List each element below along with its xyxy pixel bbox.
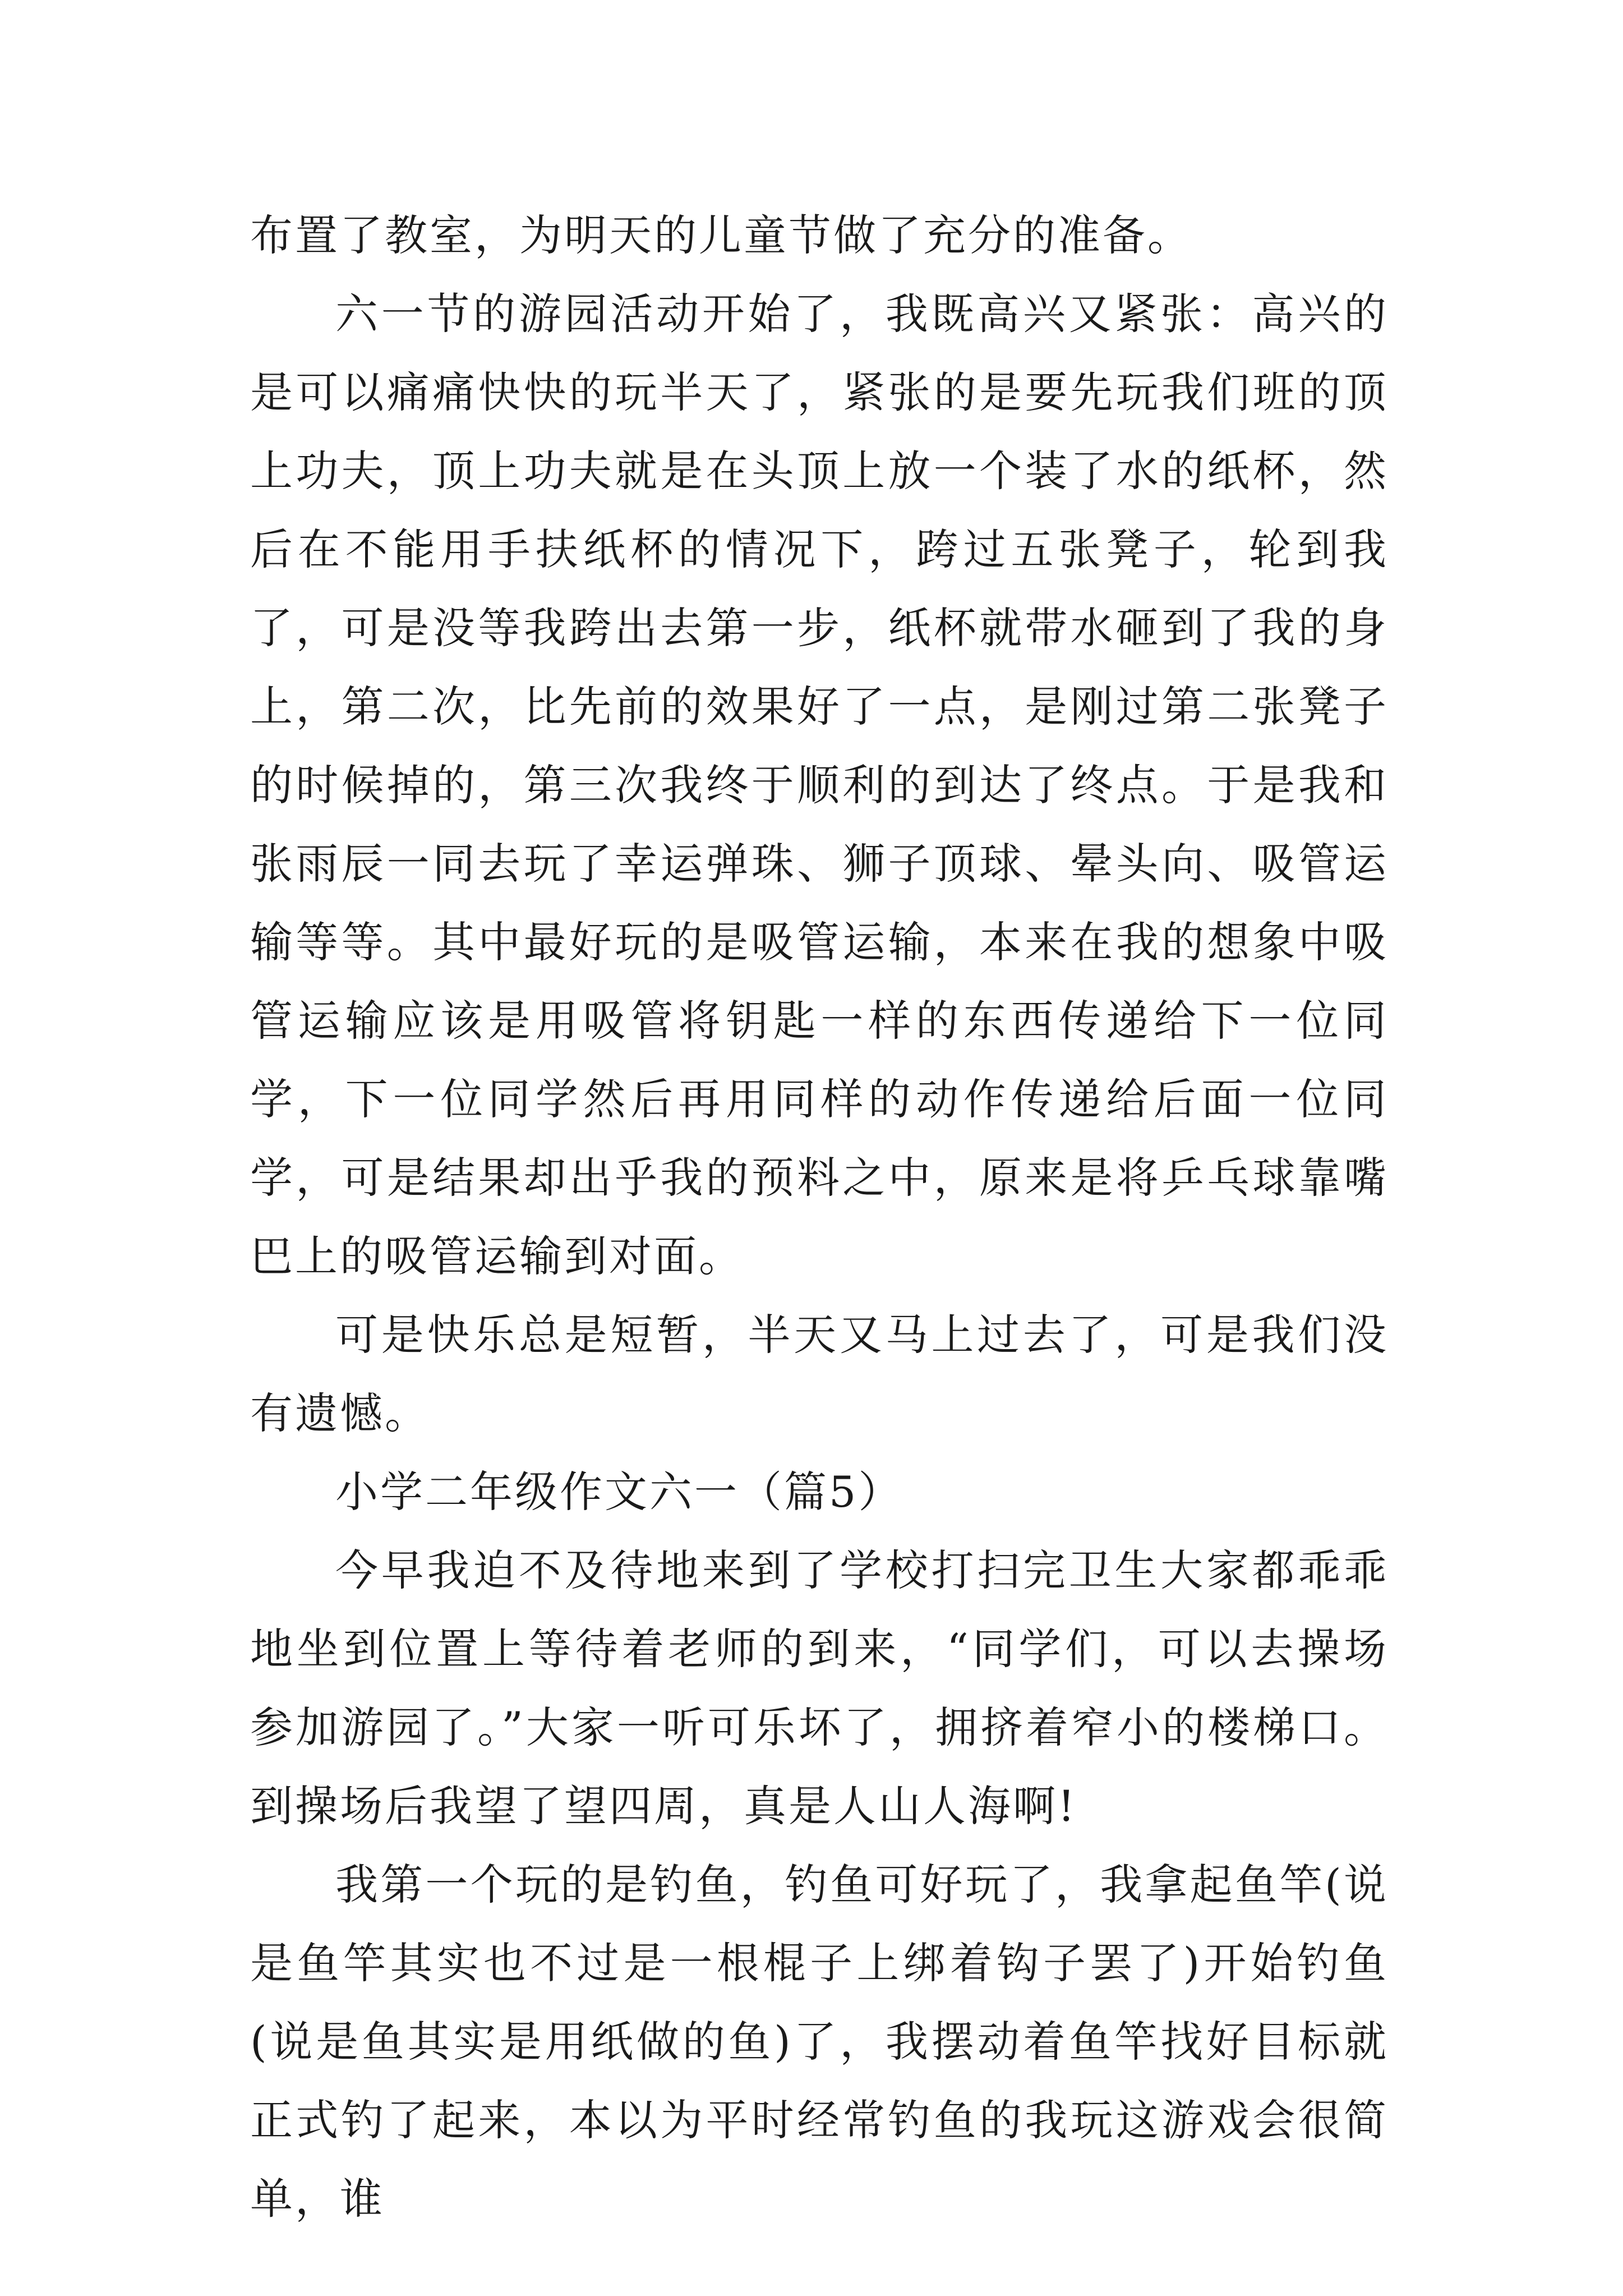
section-heading: 小学二年级作文六一（篇5）	[335, 1467, 903, 1517]
paragraph-morning: 今早我迫不及待地来到了学校打扫完卫生大家都乖乖地坐到位置上等待着老师的到来，“同学们，可以去操场参加游园了。”大家一听可乐坏了，拥挤着窄小的楼梯口。到操场后我望了望四周，真是人山人海啊!	[250, 1545, 1389, 1831]
paragraph-no-regrets: 可是快乐总是短暂，半天又马上过去了，可是我们没有遗憾。	[250, 1310, 1389, 1438]
document-body	[250, 196, 1389, 2238]
paragraph-continuation: 布置了教室，为明天的儿童节做了充分的准备。	[250, 210, 1192, 260]
paragraph-fishing: 我第一个玩的是钓鱼，钓鱼可好玩了，我拿起鱼竿(说是鱼竿其实也不过是一根棍子上绑着钩子罢了)开始钓鱼(说是鱼其实是用纸做的鱼)了，我摆动着鱼竿找好目标就正式钓了起来，本以为平时经常钓鱼的我玩这游戏会很简单，谁	[250, 1860, 1389, 2224]
paragraph-game-activities: 六一节的游园活动开始了，我既高兴又紧张：高兴的是可以痛痛快快的玩半天了，紧张的是要先玩我们班的顶上功夫，顶上功夫就是在头顶上放一个装了水的纸杯，然后在不能用手扶纸杯的情况下，跨过五张凳子，轮到我了，可是没等我跨出去第一步，纸杯就带水砸到了我的身上，第二次，比先前的效果好了一点，是刚过第二张凳子的时候掉的，第三次我终于顺利的到达了终点。于是我和张雨辰一同去玩了幸运弹珠、狮子顶球、晕头向、吸管运输等等。其中最好玩的是吸管运输，本来在我的想象中吸管运输应该是用吸管将钥匙一样的东西传递给下一位同学，下一位同学然后再用同样的动作传递给后面一位同学，可是结果却出乎我的预料之中，原来是将乒乓球靠嘴巴上的吸管运输到对面。	[250, 289, 1389, 1281]
